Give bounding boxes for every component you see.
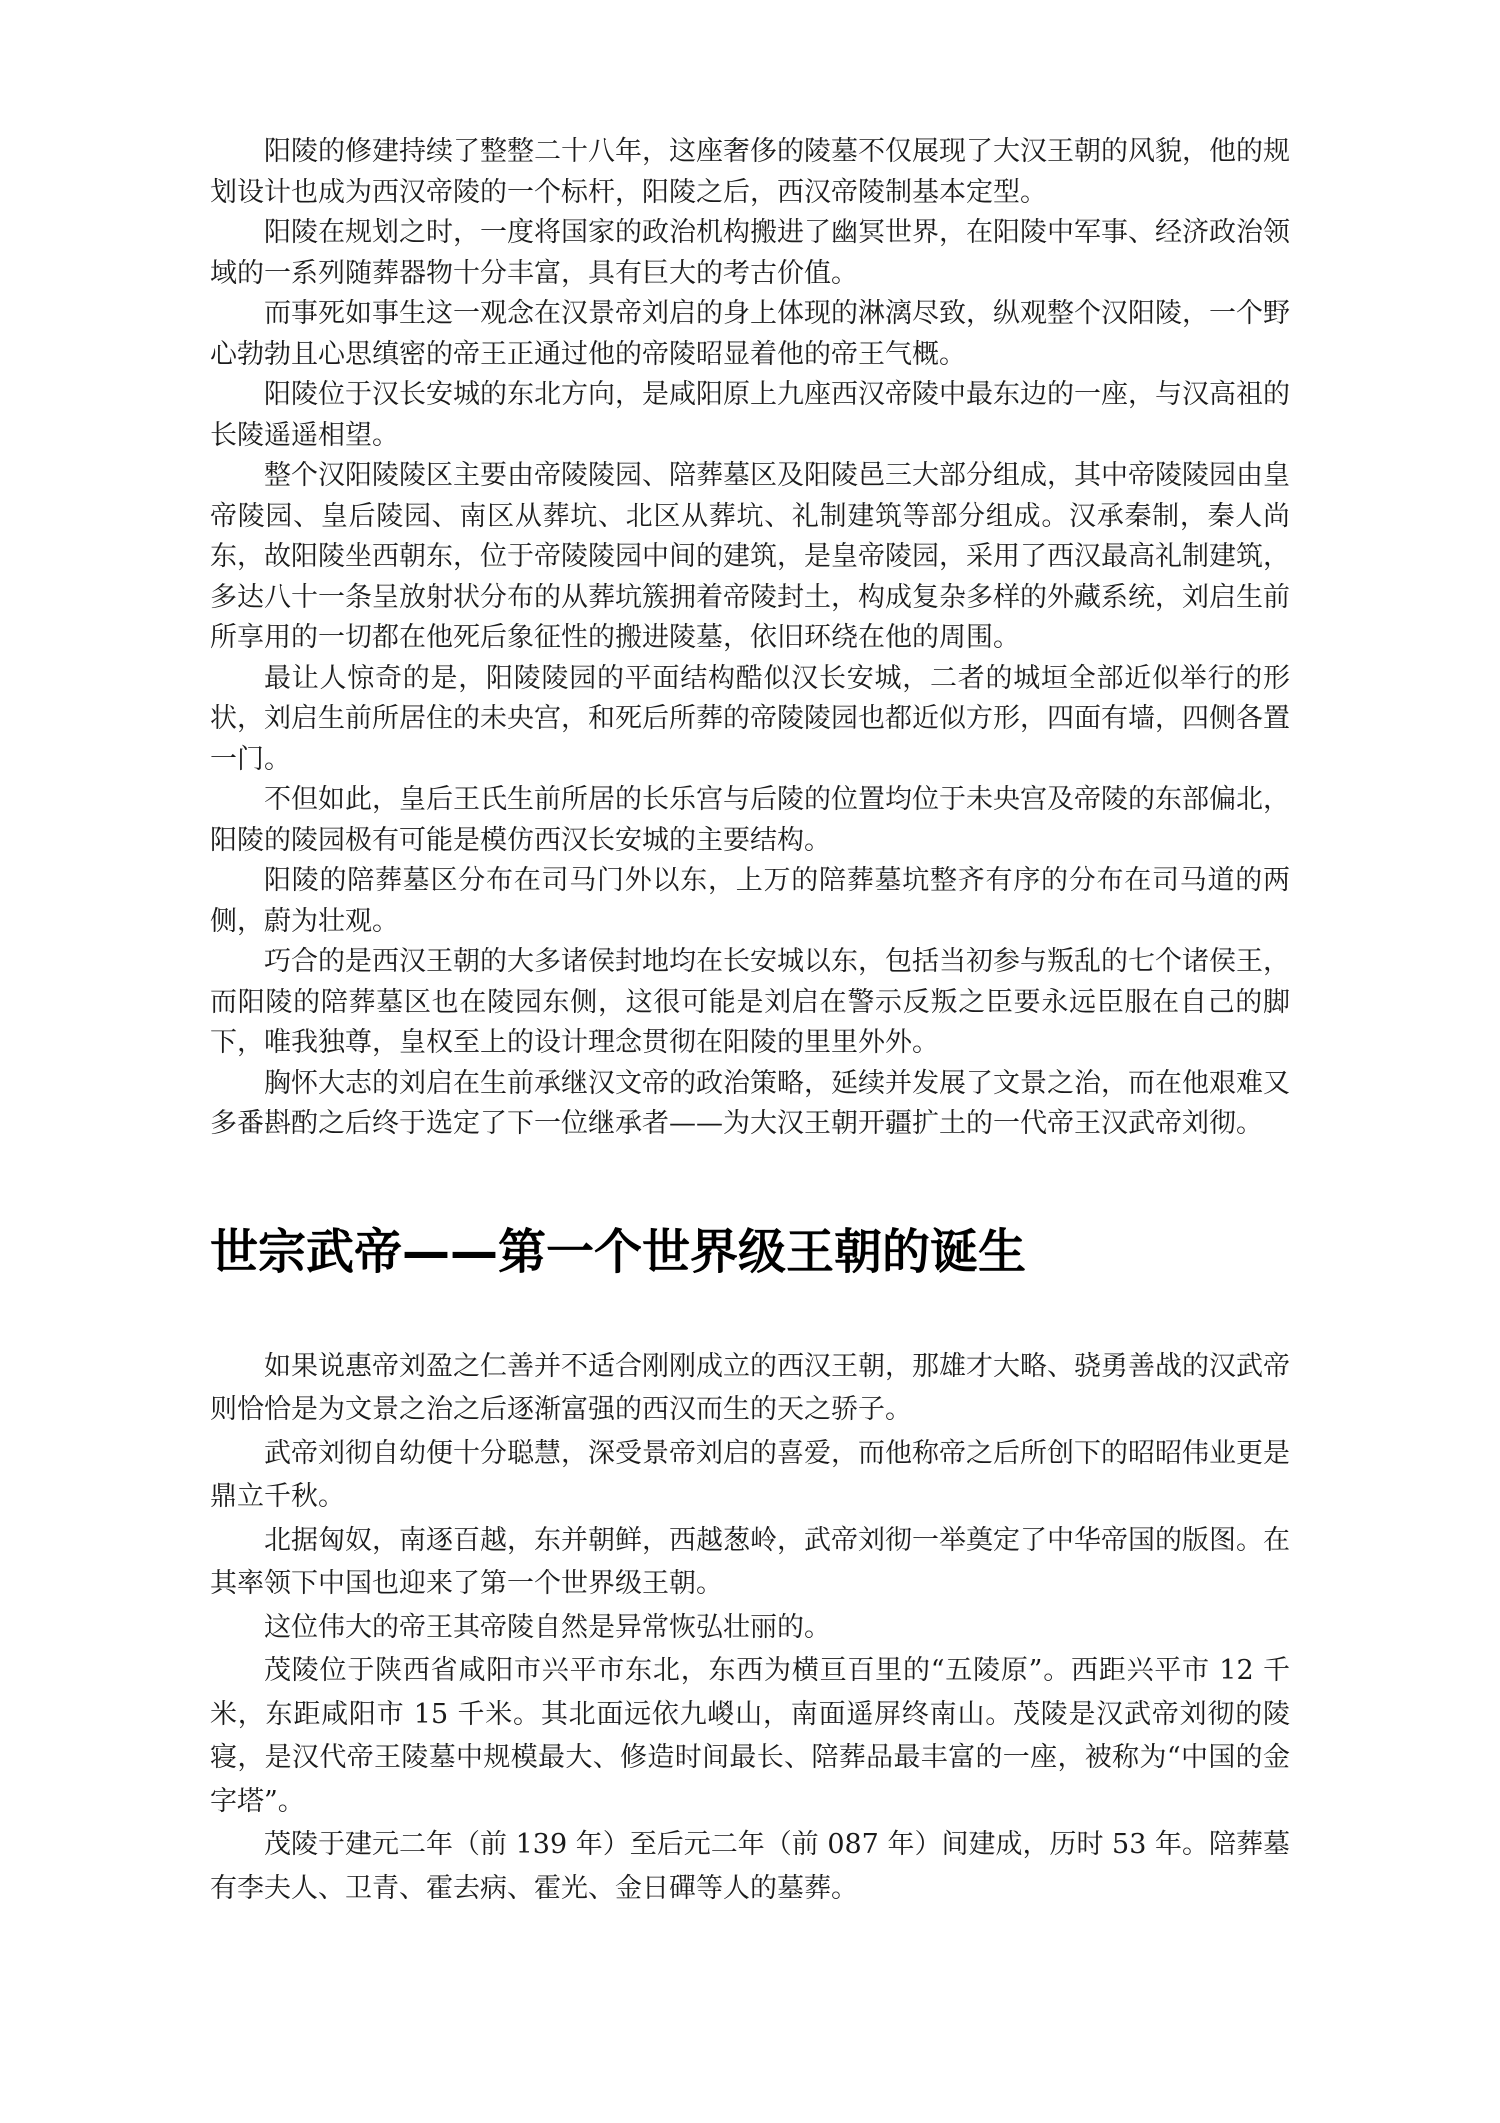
paragraph: 阳陵的修建持续了整整二十八年，这座奢侈的陵墓不仅展现了大汉王朝的风貌，他的规划设计也成为西汉帝陵的一个标杆，阳陵之后，西汉帝陵制基本定型。 xyxy=(210,136,1290,208)
paragraph: 不但如此，皇后王氏生前所居的长乐宫与后陵的位置均位于未央宫及帝陵的东部偏北，阳陵的陵园极有可能是模仿西汉长安城的主要结构。 xyxy=(210,784,1290,856)
paragraph: 如果说惠帝刘盈之仁善并不适合刚刚成立的西汉王朝，那雄才大略、骁勇善战的汉武帝则恰恰是为文景之治之后逐渐富强的西汉而生的天之骄子。 xyxy=(210,1350,1290,1426)
paragraph: 最让人惊奇的是，阳陵陵园的平面结构酷似汉长安城，二者的城垣全部近似举行的形状，刘启生前所居住的未央宫，和死后所葬的帝陵陵园也都近似方形，四面有墙，四侧各置一门。 xyxy=(210,662,1290,775)
paragraph: 这位伟大的帝王其帝陵自然是异常恢弘壮丽的。 xyxy=(264,1611,831,1643)
paragraph: 巧合的是西汉王朝的大多诸侯封地均在长安城以东，包括当初参与叛乱的七个诸侯王，而阳陵的陪葬墓区也在陵园东侧，这很可能是刘启在警示反叛之臣要永远臣服在自己的脚下，唯我独尊，皇权至上的设计理念贯彻在阳陵的里里外外。 xyxy=(210,946,1290,1058)
chapter-heading: 世宗武帝——第一个世界级王朝的诞生 xyxy=(210,1223,1027,1280)
section-maoling xyxy=(210,1345,1290,1911)
section-yangling xyxy=(210,132,1290,1145)
paragraph: 胸怀大志的刘启在生前承继汉文帝的政治策略，延续并发展了文景之治，而在他艰难又多番斟酌之后终于选定了下一位继承者——为大汉王朝开疆扩土的一代帝王汉武帝刘彻。 xyxy=(210,1067,1290,1139)
paragraph: 整个汉阳陵陵区主要由帝陵陵园、陪葬墓区及阳陵邑三大部分组成，其中帝陵陵园由皇帝陵园、皇后陵园、南区从葬坑、北区从葬坑、礼制建筑等部分组成。汉承秦制，秦人尚东，故阳陵坐西朝东，位于帝陵陵园中间的建筑，是皇帝陵园，采用了西汉最高礼制建筑，多达八十一条呈放射状分布的从葬坑簇拥着帝陵封土，构成复杂多样的外藏系统，刘启生前所享用的一切都在他死后象征性的搬进陵墓，依旧环绕在他的周围。 xyxy=(210,460,1290,653)
paragraph: 武帝刘彻自幼便十分聪慧，深受景帝刘启的喜爱，而他称帝之后所创下的昭昭伟业更是鼎立千秋。 xyxy=(210,1437,1290,1513)
paragraph: 茂陵于建元二年（前 139 年）至后元二年（前 087 年）间建成，历时 53 年。陪葬墓有李夫人、卫青、霍去病、霍光、金日磾等人的墓葬。 xyxy=(210,1829,1290,1904)
paragraph: 而事死如事生这一观念在汉景帝刘启的身上体现的淋漓尽致，纵观整个汉阳陵，一个野心勃勃且心思缜密的帝王正通过他的帝陵昭显着他的帝王气概。 xyxy=(210,298,1290,370)
paragraph: 阳陵的陪葬墓区分布在司马门外以东，上万的陪葬墓坑整齐有序的分布在司马道的两侧，蔚为壮观。 xyxy=(210,865,1290,937)
paragraph: 阳陵位于汉长安城的东北方向，是咸阳原上九座西汉帝陵中最东边的一座，与汉高祖的长陵遥遥相望。 xyxy=(210,379,1290,451)
paragraph: 北据匈奴，南逐百越，东并朝鲜，西越葱岭，武帝刘彻一举奠定了中华帝国的版图。在其率领下中国也迎来了第一个世界级王朝。 xyxy=(210,1524,1290,1600)
paragraph: 阳陵在规划之时，一度将国家的政治机构搬进了幽冥世界，在阳陵中军事、经济政治领域的一系列随葬器物十分丰富，具有巨大的考古价值。 xyxy=(210,217,1290,289)
paragraph: 茂陵位于陕西省咸阳市兴平市东北，东西为横亘百里的“五陵原”。西距兴平市 12 千米，东距咸阳市 15 千米。其北面远依九嵕山，南面遥屏终南山。茂陵是汉武帝刘彻的陵寝，是汉代帝王陵墓中规模最大、修造时间最长、陪葬品最丰富的一座，被称为“中国的金字塔”。 xyxy=(210,1655,1290,1817)
